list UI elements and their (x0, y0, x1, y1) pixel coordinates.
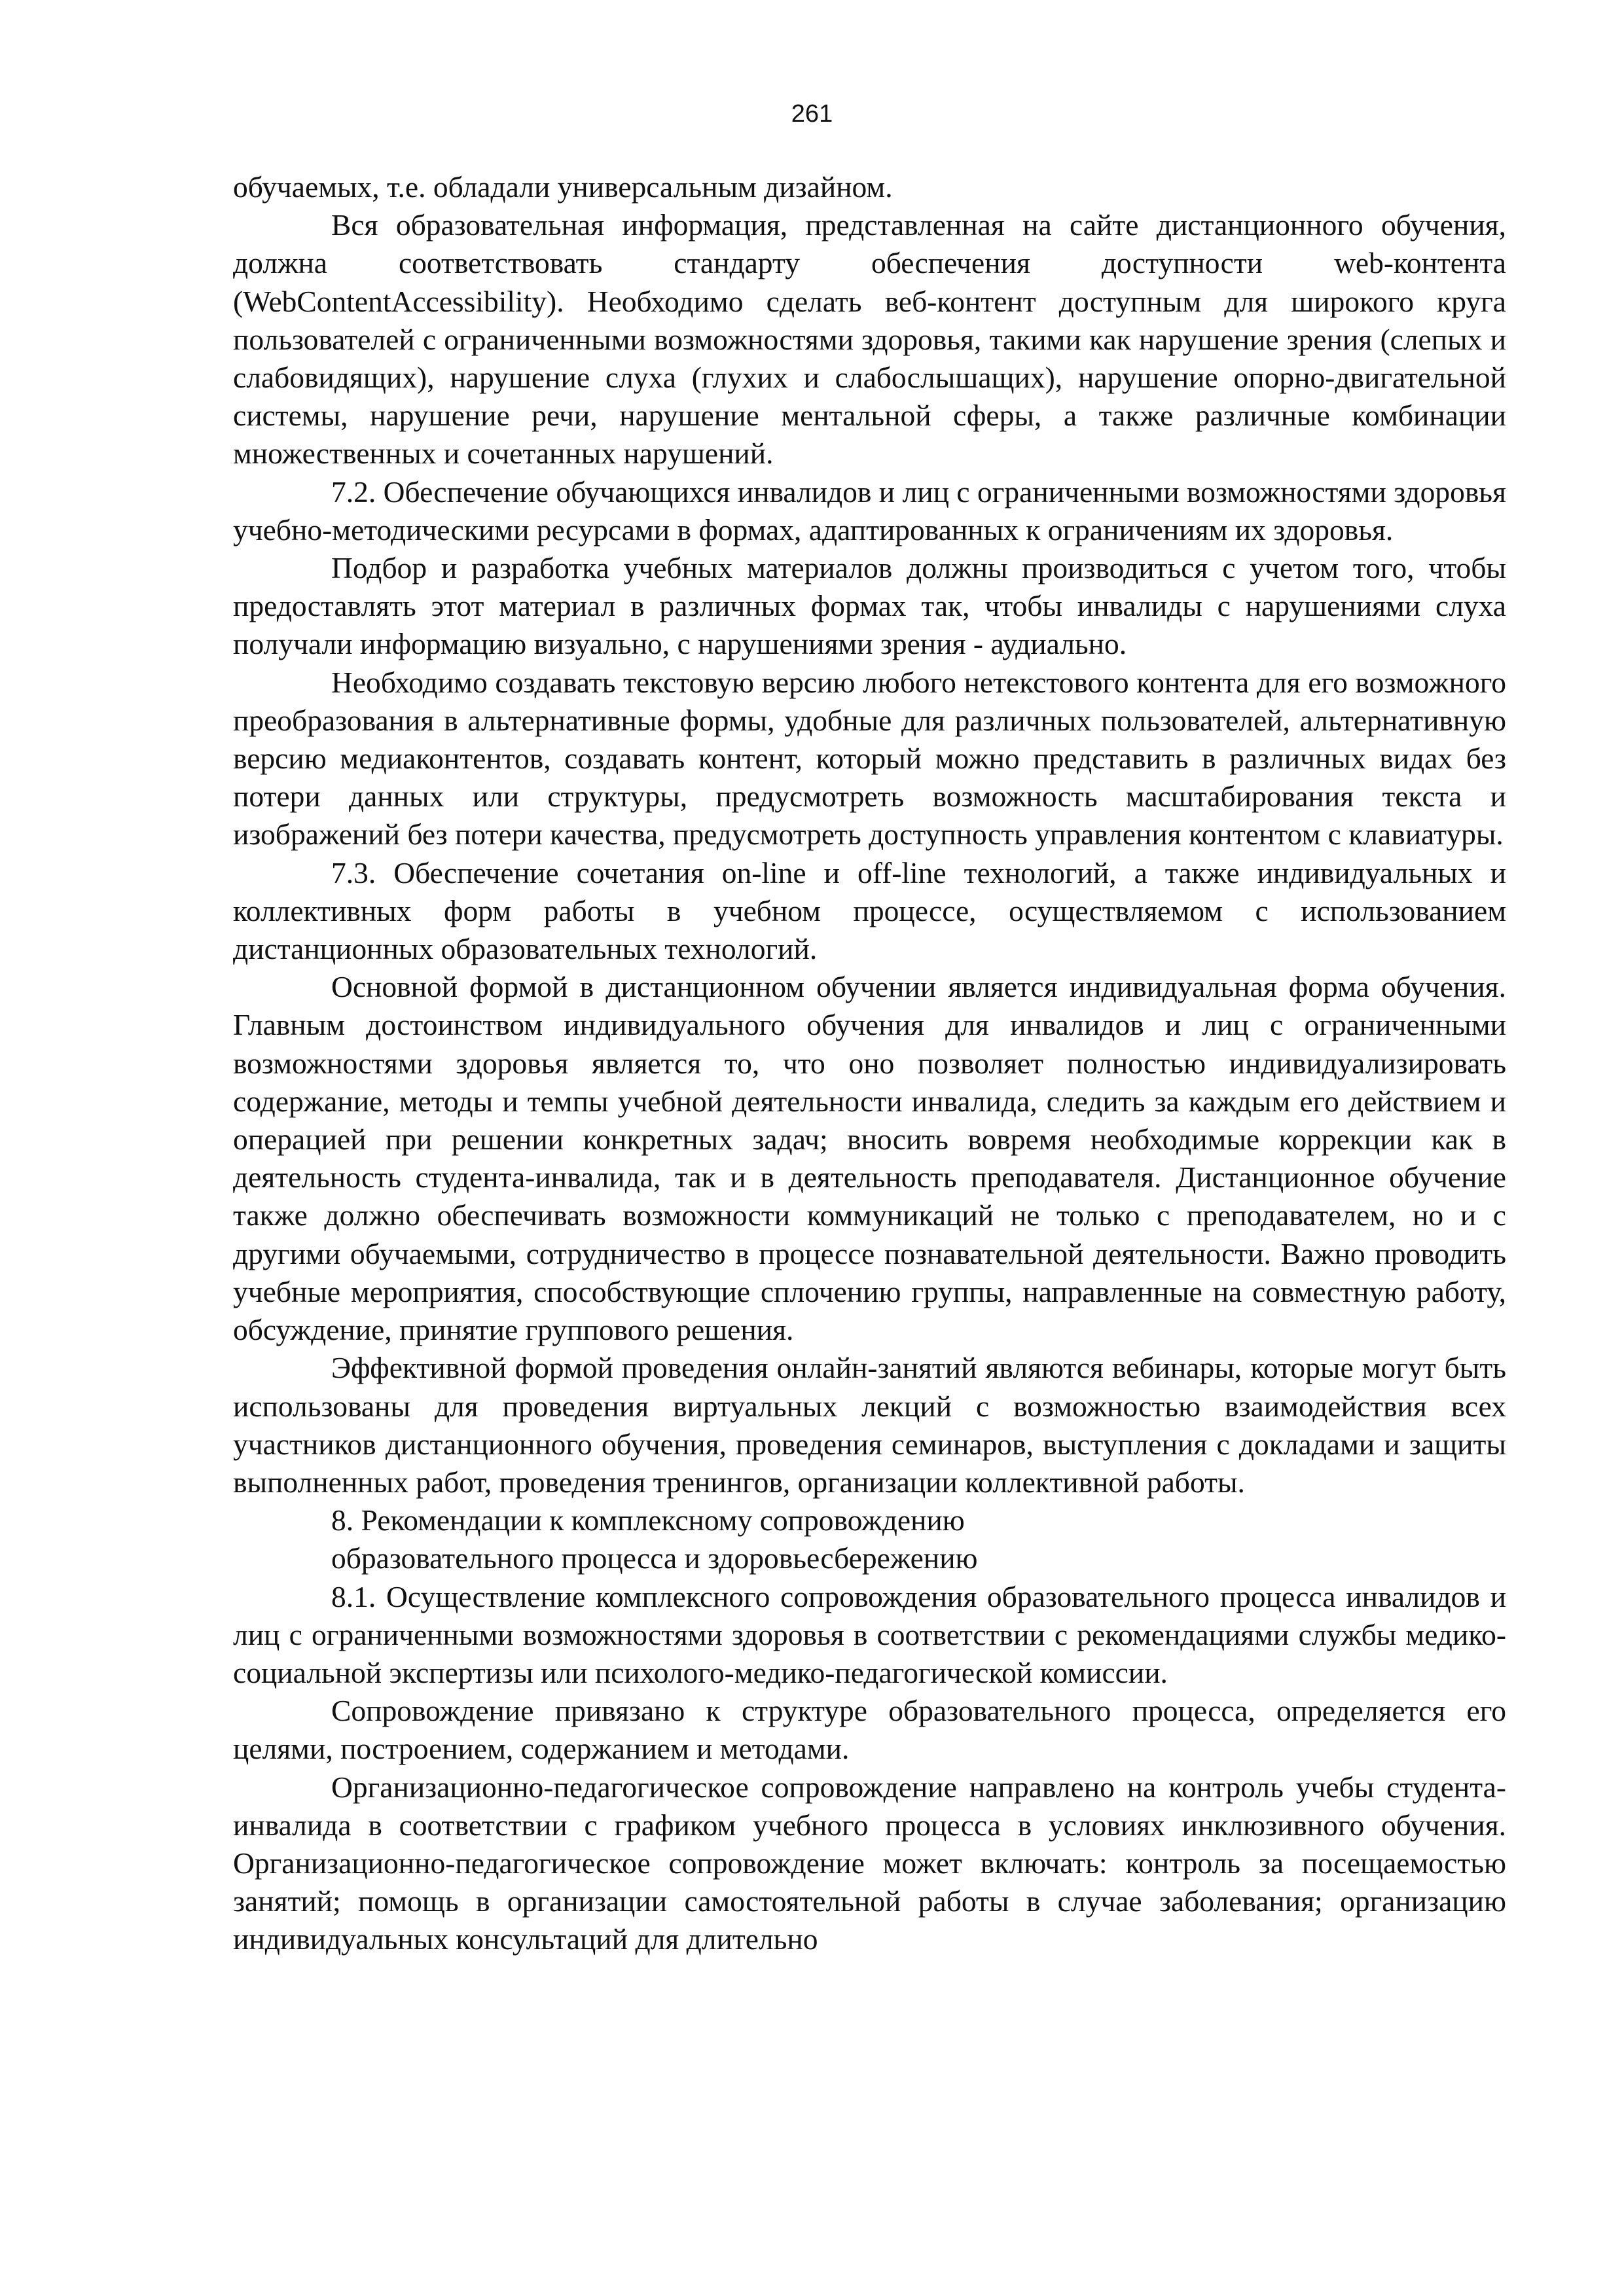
section-7-3-paragraph: 7.3. Обеспечение сочетания on-line и off-line технологий, а также индивидуальных и коллективных форм работы в учебном процессе, осуществляемом с использованием дистанционных образовательных технологий. (233, 855, 1506, 966)
document-body (233, 168, 1506, 1959)
paragraph: Необходимо создавать текстовую версию любого нетекстового контента для его возможного преобразования в альтернативные формы, удобные для различных пользователей, альтернативную версию медиаконтентов, создавать контент, который можно представить в различных видах без потери данных или структуры, предусмотреть возможность масштабирования текста и изображений без потери качества, предусмотреть доступность управления контентом с клавиатуры. (233, 665, 1506, 852)
section-8-heading-line-2: образовательного процесса и здоровьесбережению (331, 1541, 978, 1575)
paragraph: Эффективной формой проведения онлайн-занятий являются вебинары, которые могут быть использованы для проведения виртуальных лекций с возможностью взаимодействия всех участников дистанционного обучения, проведения семинаров, выступления с докладами и защиты выполненных работ, проведения тренингов, организации коллективной работы. (233, 1351, 1506, 1499)
section-7-2-paragraph: 7.2. Обеспечение обучающихся инвалидов и лиц с ограниченными возможностями здоровья учебно-методическими ресурсами в формах, адаптированных к ограничениям их здоровья. (233, 475, 1506, 547)
paragraph: Подбор и разработка учебных материалов должны производиться с учетом того, чтобы предоставлять этот материал в различных формах так, чтобы инвалиды с нарушениями слуха получали информацию визуально, с нарушениями зрения - аудиально. (233, 551, 1506, 661)
section-8-heading-line-1: 8. Рекомендации к комплексному сопровождению (331, 1503, 965, 1537)
paragraph: Вся образовательная информация, представленная на сайте дистанционного обучения, должна соответствовать стандарту обеспечения доступности web-контента (WebContentAccessibility). Необходимо сделать веб-контент доступным для широкого круга пользователей с ограниченными возможностями здоровья, такими как нарушение зрения (слепых и слабовидящих), нарушение слуха (глухих и слабослышащих), нарушение опорно-двигательной системы, нарушение речи, нарушение ментальной сферы, а также различные комбинации множественных и сочетанных нарушений. (233, 208, 1506, 471)
paragraph: Организационно-педагогическое сопровождение направлено на контроль учебы студента-инвалида в соответствии с графиком учебного процесса в условиях инклюзивного обучения. Организационно-педагогическое сопровождение может включать: контроль за посещаемостью занятий; помощь в организации самостоятельной работы в случае заболевания; организацию индивидуальных консультаций для длительно (233, 1770, 1506, 1956)
paragraph: обучаемых, т.е. обладали универсальным дизайном. (233, 170, 893, 204)
paragraph: Основной формой в дистанционном обучении является индивидуальная форма обучения. Главным достоинством индивидуального обучения для инвалидов и лиц с ограниченными возможностями здоровья является то, что оно позволяет полностью индивидуализировать содержание, методы и темпы учебной деятельности инвалида, следить за каждым его действием и операцией при решении конкретных задач; вносить вовремя необходимые коррекции как в деятельность студента-инвалида, так и в деятельность преподавателя. Дистанционное обучение также должно обеспечивать возможности коммуникаций не только с преподавателем, но и с другими обучаемыми, сотрудничество в процессе познавательной деятельности. Важно проводить учебные мероприятия, способствующие сплочению группы, направленные на совместную работу, обсуждение, принятие группового решения. (233, 970, 1506, 1347)
paragraph: Сопровождение привязано к структуре образовательного процесса, определяется его целями, построением, содержанием и методами. (233, 1694, 1506, 1766)
section-8-1-paragraph: 8.1. Осуществление комплексного сопровождения образовательного процесса инвалидов и лиц с ограниченными возможностями здоровья в соответствии с рекомендациями службы медико-социальной экспертизы или психолого-медико-педагогической комиссии. (233, 1579, 1506, 1689)
page-number: 261 (791, 100, 833, 128)
